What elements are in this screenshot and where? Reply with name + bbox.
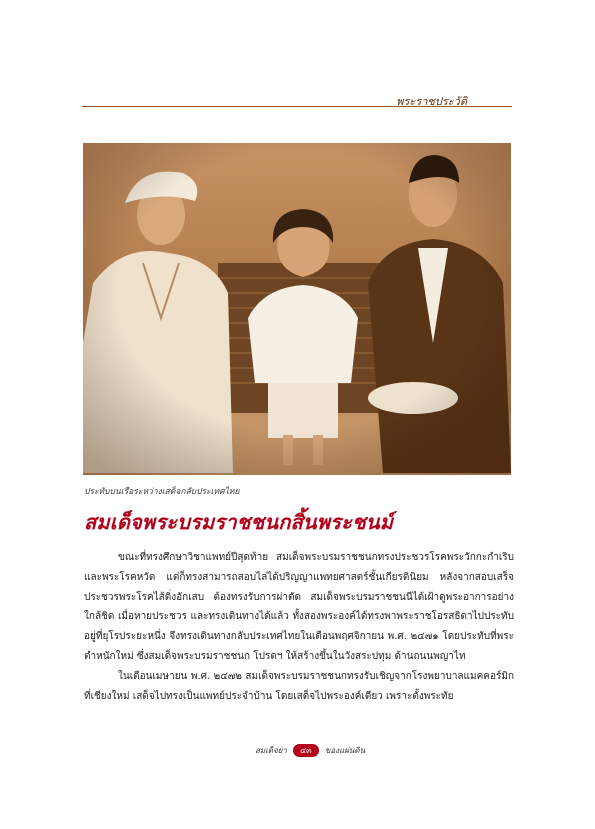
page-number-badge: ๔๓: [293, 744, 319, 757]
footer-left-text: สมเด็จย่า: [254, 745, 287, 755]
section-title: สมเด็จพระบรมราชชนกสิ้นพระชนม์: [84, 510, 394, 534]
body-paragraph: ในเดือนเมษายน พ.ศ. ๒๔๗๒ สมเด็จพระบรมราชชนกทรงรับเชิญจากโรงพยาบาลแมคคอร์มิก ที่เชียงใหม่ เสด็จไปทรงเป็นแพทย์ประจำบ้าน โดยเสด็จไปพระองค์เดียว เพราะตั้งพระทัย: [84, 670, 514, 702]
family-photo: [83, 143, 511, 475]
page-footer: [225, 741, 395, 759]
body-text: [84, 548, 514, 706]
body-paragraph: ขณะที่ทรงศึกษาวิชาแพทย์ปีสุดท้าย สมเด็จพระบรมราชชนกทรงประชวรโรคพระวักกะกำเริบและพระโรคหวัด แต่ก็ทรงสามารถสอบไล่ได้ปริญญาแพทยศาสตร์ชั้นเกียรตินิยม หลังจากสอบเสร็จ ประชวรพระโรคไส้ติ่งอักเสบ ต้องทรงรับการผ่าตัด สมเด็จพระบรมราชชนนีได้เฝ้าดูพระอาการอย่างใกล้ชิด เมื่อหายประชวร และทรงเดินทางได้แล้ว ทั้งสองพระองค์ได้ทรงพาพระราชโอรสธิดาไปประทับอยู่ที่ยุโรประยะหนึ่ง จึงทรงเดินทางกลับประเทศไทยในเดือนพฤศจิกายน พ.ศ. ๒๔๗๑ โดยประทับที่พระตำหนักใหม่ ซึ่งสมเด็จพระบรมราชชนก โปรดฯ ให้สร้างขึ้นในวังสระปทุม ด้านถนนพญาไท: [84, 552, 514, 662]
photo-caption: ประทับบนเรือระหว่างเสด็จกลับประเทศไทย: [84, 487, 240, 497]
running-header: พระราชประวัติ: [396, 95, 467, 108]
header-rule: [82, 106, 512, 107]
footer-right-text: ของแผ่นดิน: [324, 745, 366, 755]
sepia-photograph-illustration: [83, 143, 511, 475]
